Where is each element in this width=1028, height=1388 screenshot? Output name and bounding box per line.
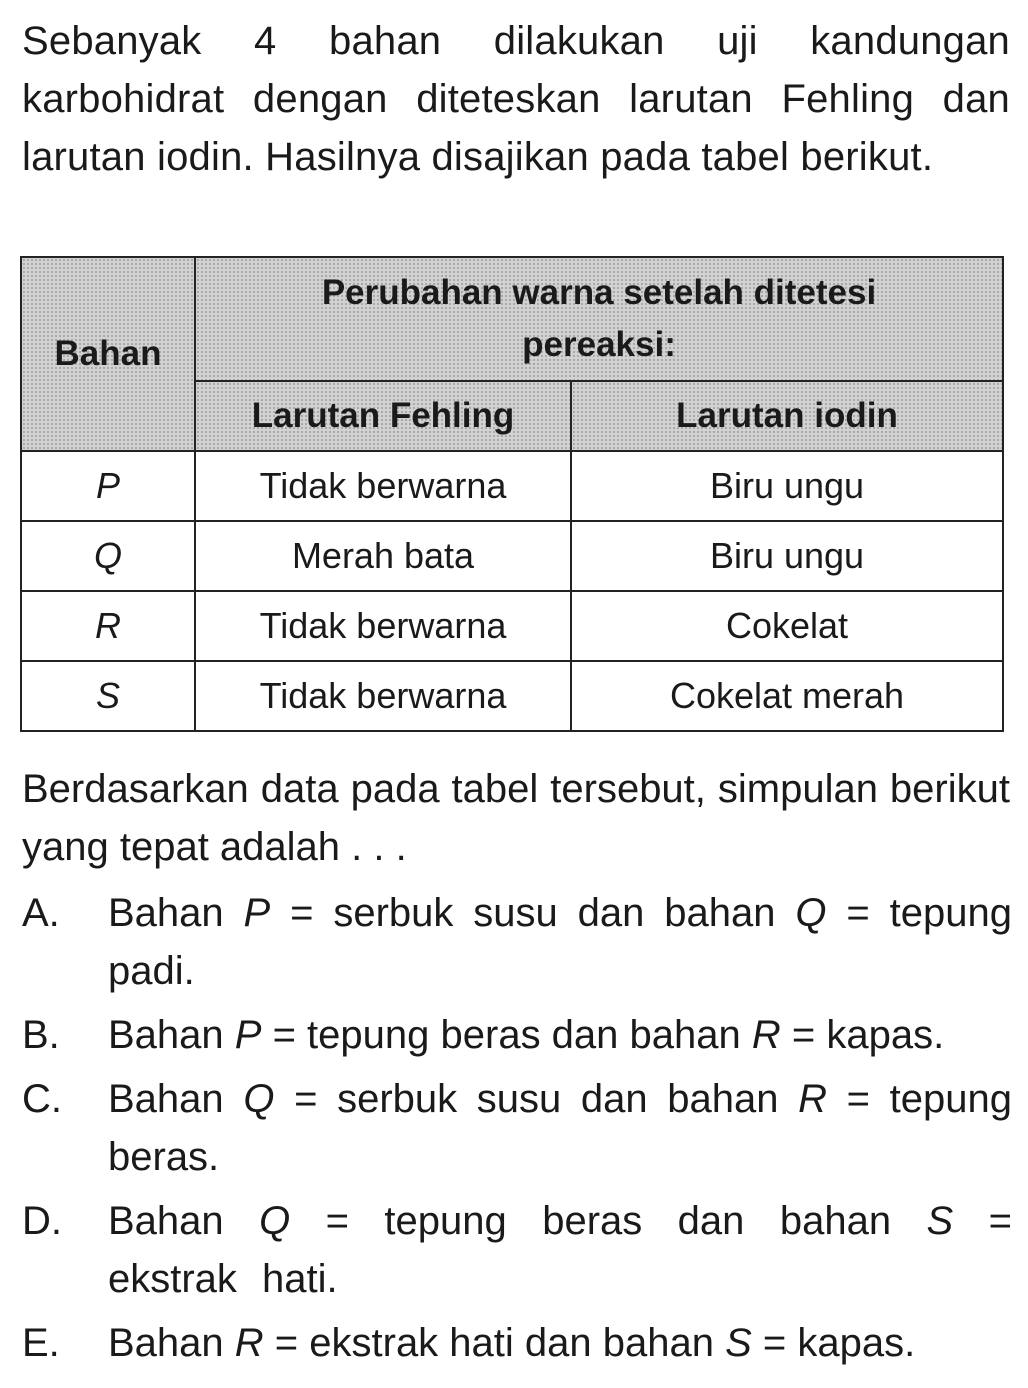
table-row [21,521,1003,591]
option-text: Bahan Q = serbuk susu dan bahan R = tepung beras. [108,1077,1013,1179]
option-c[interactable] [22,1070,1012,1186]
cell-iodin: Biru ungu [571,521,1003,591]
header-color-change: Perubahan warna setelah ditetesi pereaksi: [195,257,1003,381]
intro-text: Sebanyak 4 bahan dilakukan uji kandungan karbohidrat dengan diteteskan larutan Fehling dan larutan iodin. Hasilnya disajikan pada tabel berikut. [22,19,1010,179]
table-row [21,591,1003,661]
cell-fehling: Tidak berwarna [195,591,571,661]
cell-bahan: S [21,661,195,731]
table-row [21,451,1003,521]
cell-iodin: Cokelat [571,591,1003,661]
table-row [21,661,1003,731]
option-a[interactable] [22,884,1012,1000]
option-text: Bahan P = serbuk susu dan bahan Q = tepung padi. [108,891,1012,993]
option-e[interactable] [22,1314,1012,1372]
cell-iodin: Biru ungu [571,451,1003,521]
option-text: Bahan R = ekstrak hati dan bahan S = kapas. [108,1321,916,1365]
option-text: Bahan P = tepung beras dan bahan R = kapas. [108,1013,945,1057]
option-text: Bahan Q = tepung beras dan bahan S = ekstrak hati. [108,1199,1012,1301]
answer-options [22,884,1012,1378]
option-letter: A. [22,891,60,935]
header-iodin: Larutan iodin [571,381,1003,451]
cell-bahan: Q [21,521,195,591]
cell-bahan: R [21,591,195,661]
cell-bahan: P [21,451,195,521]
option-d[interactable] [22,1192,1012,1308]
cell-fehling: Tidak berwarna [195,451,571,521]
header-bahan: Bahan [21,257,195,451]
test-results-table [20,256,1004,732]
option-letter: C. [22,1077,62,1121]
option-letter: E. [22,1321,60,1365]
option-letter: D. [22,1199,62,1243]
header-fehling: Larutan Fehling [195,381,571,451]
option-b[interactable] [22,1006,1012,1064]
cell-fehling: Tidak berwarna [195,661,571,731]
question-text: Berdasarkan data pada tabel tersebut, simpulan berikut yang tepat adalah . . . [22,767,1010,869]
cell-fehling: Merah bata [195,521,571,591]
cell-iodin: Cokelat merah [571,661,1003,731]
option-letter: B. [22,1013,60,1057]
